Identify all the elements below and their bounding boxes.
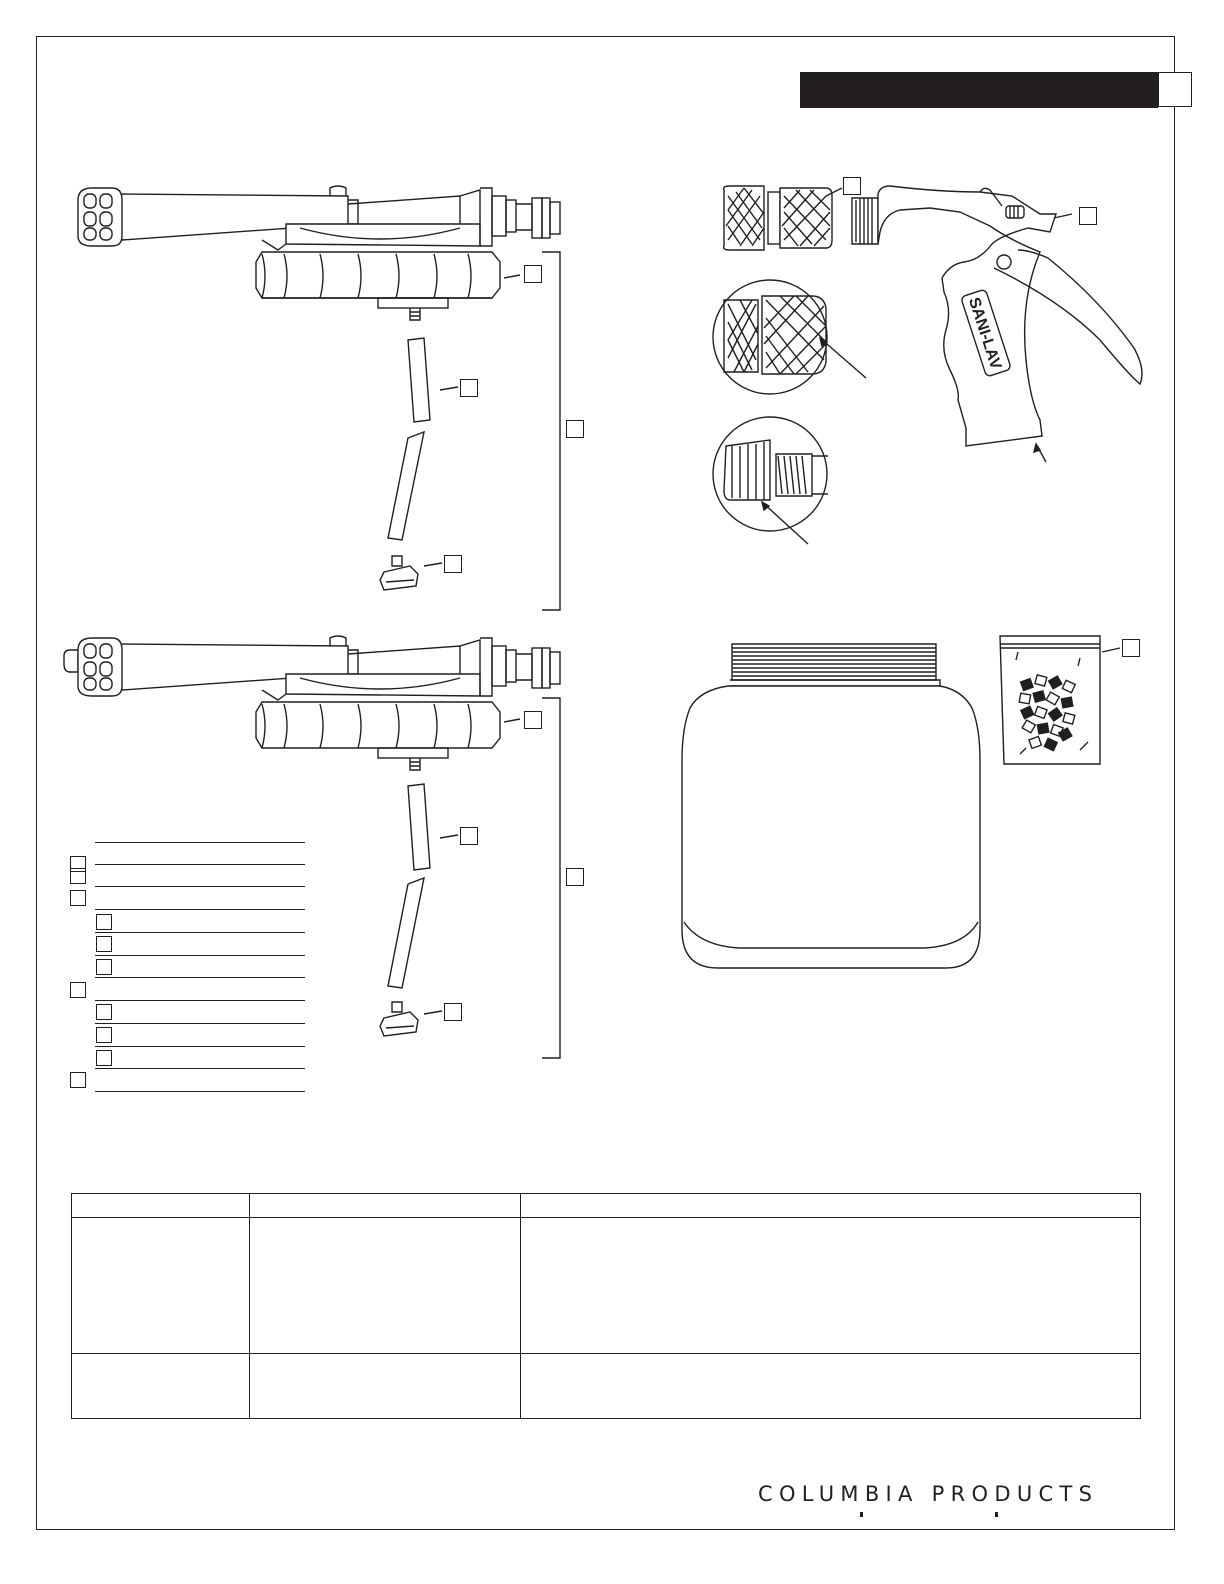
callout-box — [843, 177, 861, 195]
footer-dot — [995, 1512, 998, 1517]
parts-row — [70, 1024, 310, 1044]
spec-header-cell — [521, 1194, 1141, 1218]
parts-row — [70, 840, 310, 860]
suction-tube-top — [380, 338, 430, 590]
parts-bag — [1000, 636, 1120, 764]
parts-list — [70, 830, 310, 1100]
part-number-box — [70, 868, 86, 884]
spec-cell — [521, 1354, 1141, 1419]
callout-box — [1122, 639, 1140, 657]
spray-gun — [852, 186, 1142, 462]
footer-brand: COLUMBIA PRODUCTS — [758, 1482, 1099, 1506]
callout-box — [524, 711, 542, 729]
parts-row — [70, 864, 310, 884]
footer-dot — [860, 1512, 863, 1517]
parts-row — [70, 978, 310, 998]
spec-header-cell — [250, 1194, 521, 1218]
bottle — [682, 644, 980, 968]
part-number-box — [96, 936, 112, 952]
callout-box — [444, 555, 462, 573]
part-number-box — [70, 890, 86, 906]
parts-row — [70, 1047, 310, 1067]
spec-header-cell — [72, 1194, 250, 1218]
callout-box — [1079, 207, 1097, 225]
sani-lav-logo: SANI-LAV — [964, 295, 1005, 372]
part-number-box — [96, 914, 112, 930]
callout-box — [460, 827, 478, 845]
parts-row — [70, 1001, 310, 1021]
part-number-box — [96, 1050, 112, 1066]
detail-circle-nozzle — [713, 280, 866, 394]
spray-nozzles — [724, 186, 842, 250]
spec-cell — [72, 1354, 250, 1419]
suction-tube-bottom — [380, 784, 430, 1036]
spec-cell — [521, 1218, 1141, 1354]
callout-box — [566, 868, 584, 886]
proportioner-head-bottom — [64, 636, 560, 770]
detail-circle-thread — [713, 417, 828, 544]
spec-cell — [72, 1218, 250, 1354]
spec-cell — [250, 1354, 521, 1419]
spec-table-row — [72, 1354, 1141, 1419]
part-number-box — [96, 959, 112, 975]
proportioner-head-top — [78, 186, 560, 320]
spec-table-header — [72, 1194, 1141, 1218]
parts-row — [70, 887, 310, 907]
callout-box — [460, 379, 478, 397]
part-number-box — [96, 1004, 112, 1020]
spec-table-row — [72, 1218, 1141, 1354]
callout-box — [524, 265, 542, 283]
parts-row — [70, 910, 310, 930]
part-number-box — [96, 1027, 112, 1043]
parts-row — [70, 1070, 310, 1090]
spec-cell — [250, 1218, 521, 1354]
part-number-box — [70, 1072, 86, 1088]
parts-row — [70, 933, 310, 953]
callout-box — [566, 420, 584, 438]
callout-box — [444, 1003, 462, 1021]
spec-table — [71, 1193, 1141, 1419]
parts-row — [70, 956, 310, 976]
part-number-box — [70, 982, 86, 998]
